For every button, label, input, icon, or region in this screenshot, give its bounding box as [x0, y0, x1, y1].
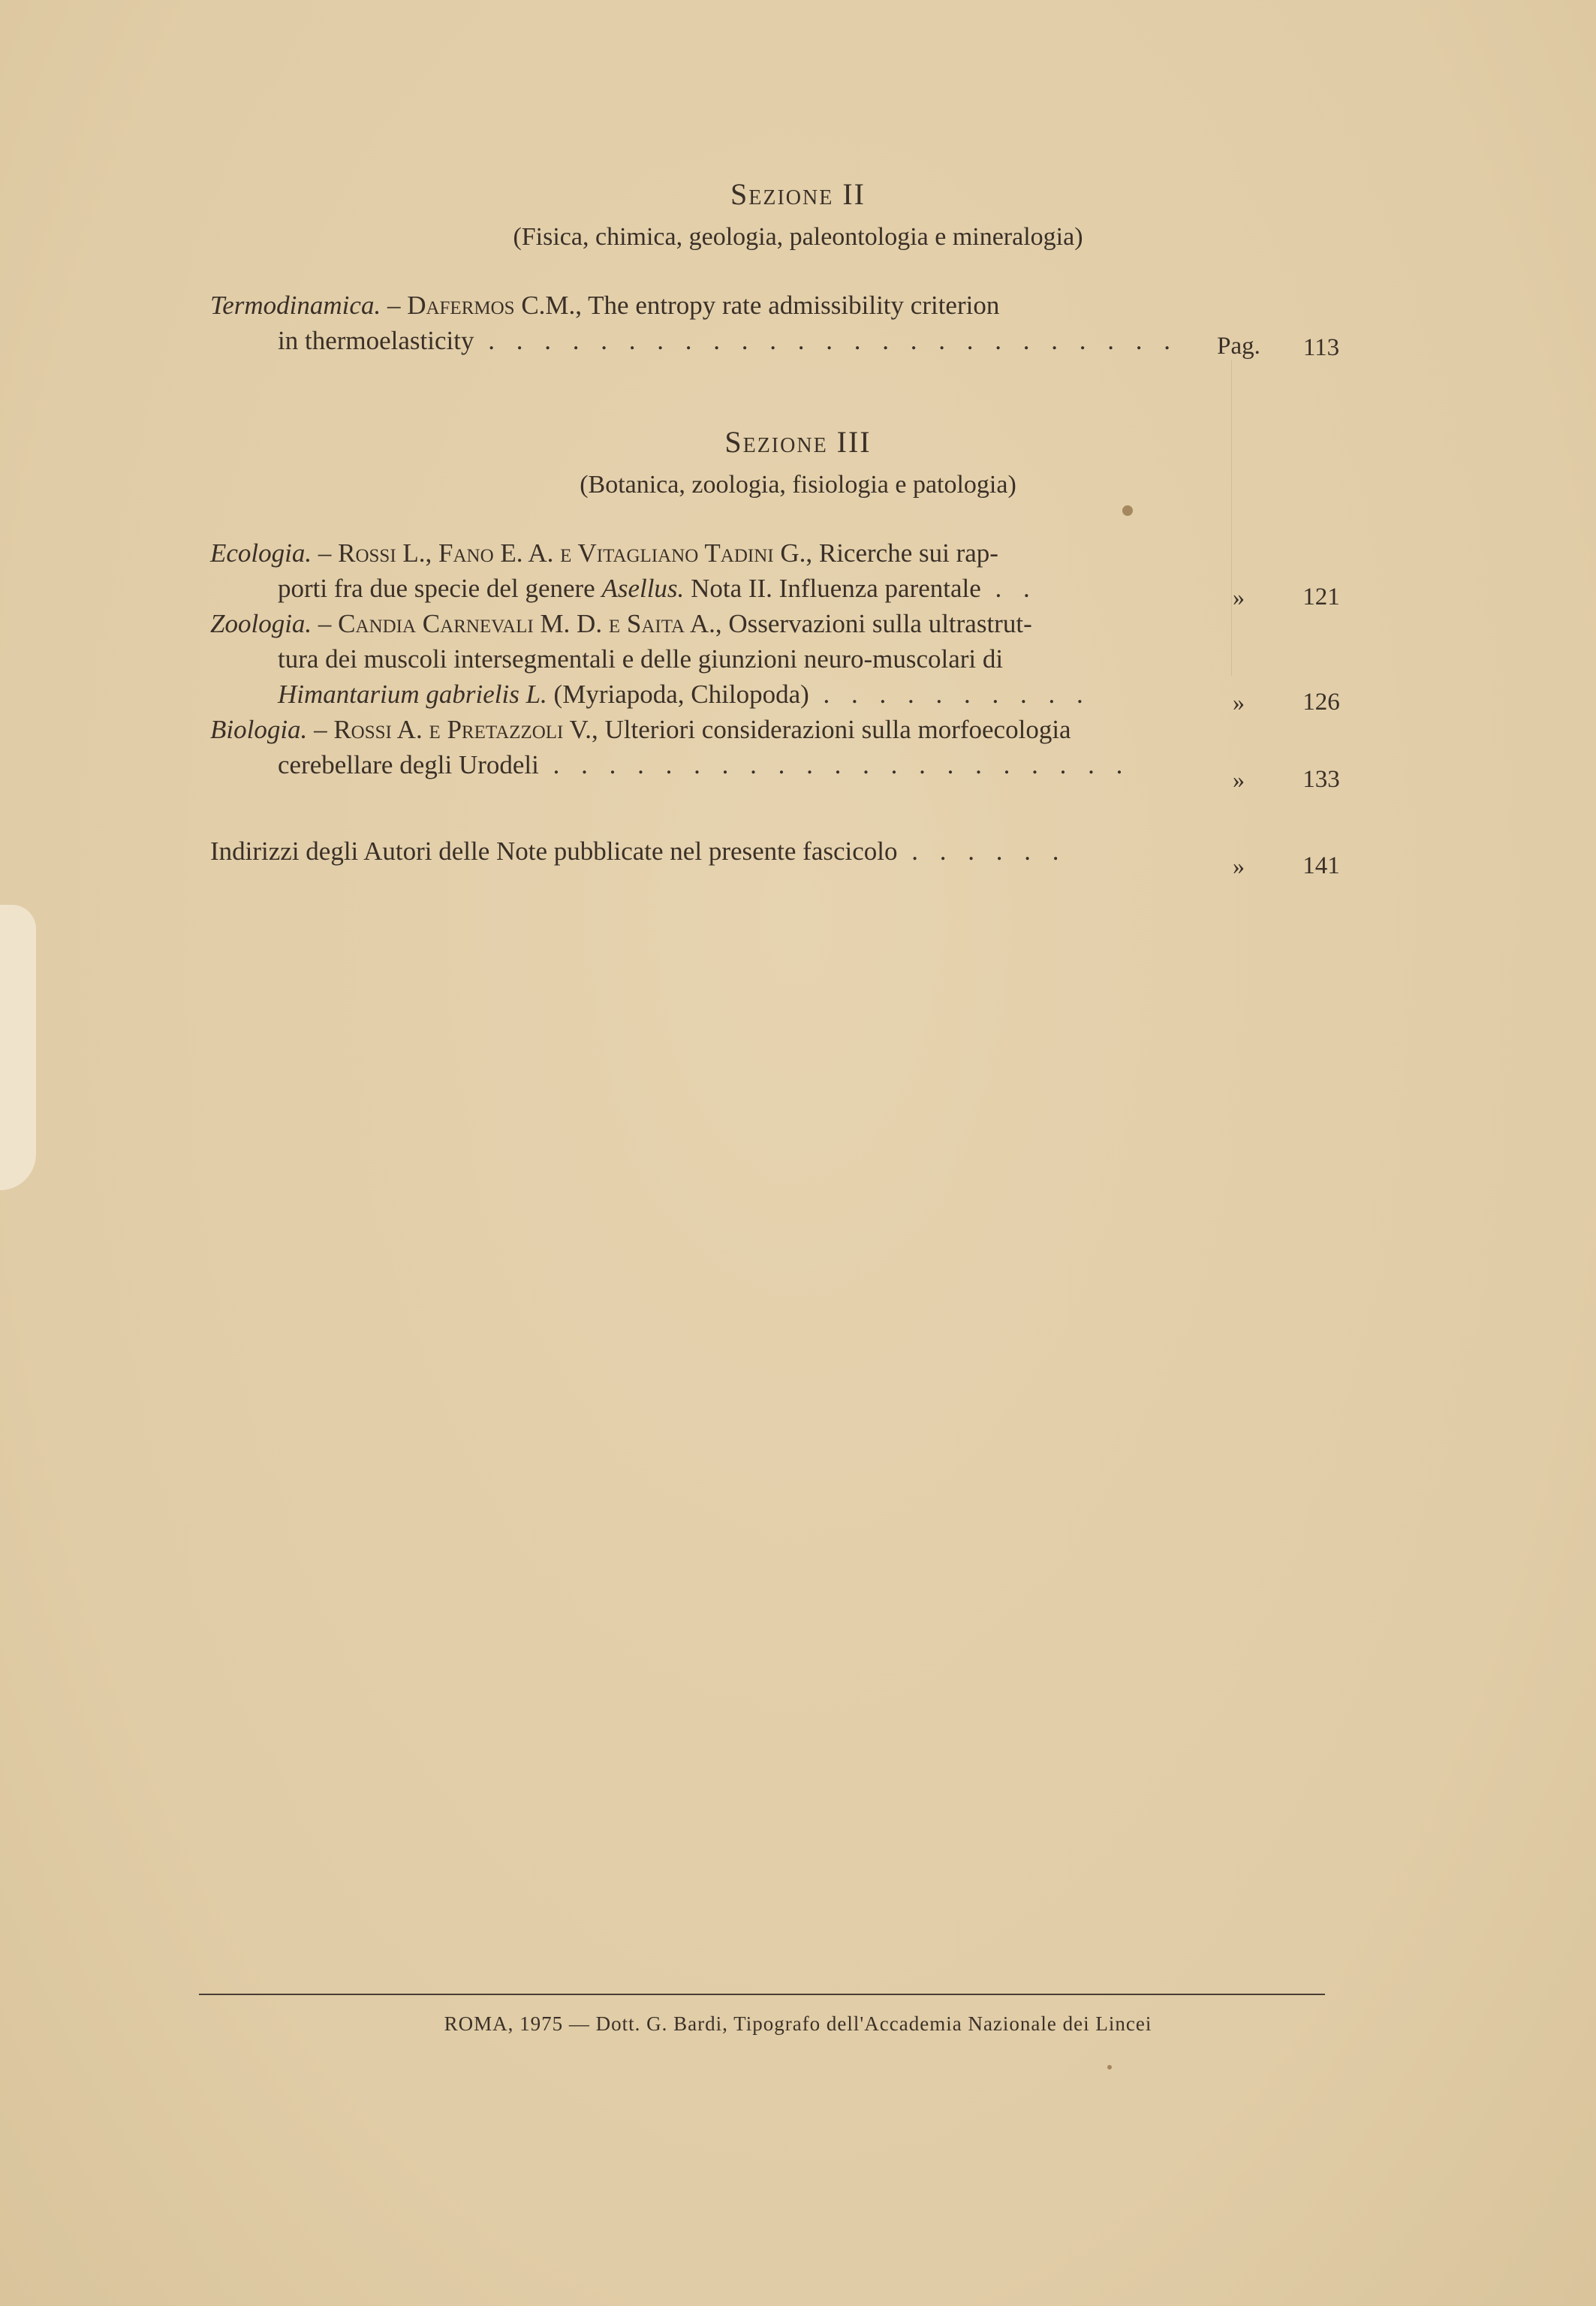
page-prefix: » — [1233, 766, 1245, 793]
leader-dots: . . . . . . . . . . . . . . . . . . . . . . . . . — [474, 326, 1178, 355]
page-column-guide — [1231, 360, 1232, 676]
ink-spot — [1107, 2065, 1112, 2069]
section-3-subtitle: (Botanica, zoologia, fisiologia e patologia) — [580, 471, 1016, 499]
leader-dots: . . . . . . — [897, 836, 1067, 866]
entry-field: Ecologia. — [210, 538, 312, 568]
toc-entry-biologia — [210, 712, 1186, 782]
page-number: 141 — [1302, 852, 1340, 879]
species-name: Himantarium gabrielis L. — [278, 680, 547, 709]
entry-authors: Rossi L., Fano E. A. e Vitagliano Tadini G., — [338, 538, 813, 568]
entry-title-cont: in thermoelasticity — [278, 326, 474, 355]
entry-separator: – — [312, 609, 339, 638]
page-prefix: » — [1233, 689, 1245, 716]
genus-name: Asellus. — [601, 574, 685, 603]
entry-title-cont: (Myriapoda, Chilopoda) — [547, 680, 809, 709]
entry-field: Biologia. — [210, 715, 308, 744]
ink-spot — [1122, 505, 1133, 516]
leader-dots: . . . . . . . . . . . . . . . . . . . . . — [538, 750, 1131, 779]
footer-rule — [199, 1994, 1325, 1995]
page-number: 126 — [1302, 689, 1340, 716]
toc-entry-addresses — [210, 833, 1186, 869]
entry-title: The entropy rate admissibility criterion — [582, 291, 1000, 320]
entry-title-cont: Nota II. Influenza parentale — [684, 574, 981, 603]
entry-title: Ricerche sui rap- — [812, 538, 998, 568]
toc-entry-zoologia — [210, 606, 1186, 712]
page-number: 133 — [1302, 766, 1340, 793]
entry-authors: Rossi A. e Pretazzoli V., — [333, 715, 598, 744]
section-3-title: Sezione III — [724, 425, 872, 459]
entry-field: Zoologia. — [210, 609, 312, 638]
page-number: 113 — [1302, 334, 1340, 361]
entry-separator: – — [312, 538, 339, 568]
entry-field: Termodinamica. — [210, 291, 381, 320]
leader-dots: . . — [980, 574, 1037, 603]
torn-edge — [0, 905, 36, 1190]
entry-separator: – — [307, 715, 334, 744]
entry-title-cont: tura dei muscoli intersegmentali e delle giunzioni neuro-muscolari di — [278, 644, 1004, 674]
entry-authors: Candia Carnevali M. D. e Saita A., — [338, 609, 722, 638]
section-2-title: Sezione II — [730, 177, 866, 211]
page-prefix: » — [1233, 852, 1245, 879]
toc-entry-ecologia — [210, 535, 1186, 606]
entry-title-cont: cerebellare degli Urodeli — [278, 750, 539, 779]
leader-dots: . . . . . . . . . . — [809, 680, 1091, 709]
page-prefix: Pag. — [1217, 333, 1260, 360]
entry-title: Osservazioni sulla ultrastrut- — [721, 609, 1032, 638]
entry-authors: Dafermos C.M., — [407, 291, 583, 320]
entry-title: Ulteriori considerazioni sulla morfoecologia — [598, 715, 1071, 744]
entry-separator: – — [381, 291, 408, 320]
entry-title-cont: porti fra due specie del genere — [278, 574, 602, 603]
section-2-subtitle: (Fisica, chimica, geologia, paleontologia e mineralogia) — [513, 223, 1083, 251]
page-number: 121 — [1302, 583, 1340, 610]
addresses-text: Indirizzi degli Autori delle Note pubblicate nel presente fascicolo — [210, 836, 898, 866]
page-prefix: » — [1233, 583, 1245, 610]
imprint-footer: ROMA, 1975 — Dott. G. Bardi, Tipografo dell'Accademia Nazionale dei Lincei — [444, 2012, 1152, 2035]
toc-entry-termodinamica — [210, 288, 1186, 358]
